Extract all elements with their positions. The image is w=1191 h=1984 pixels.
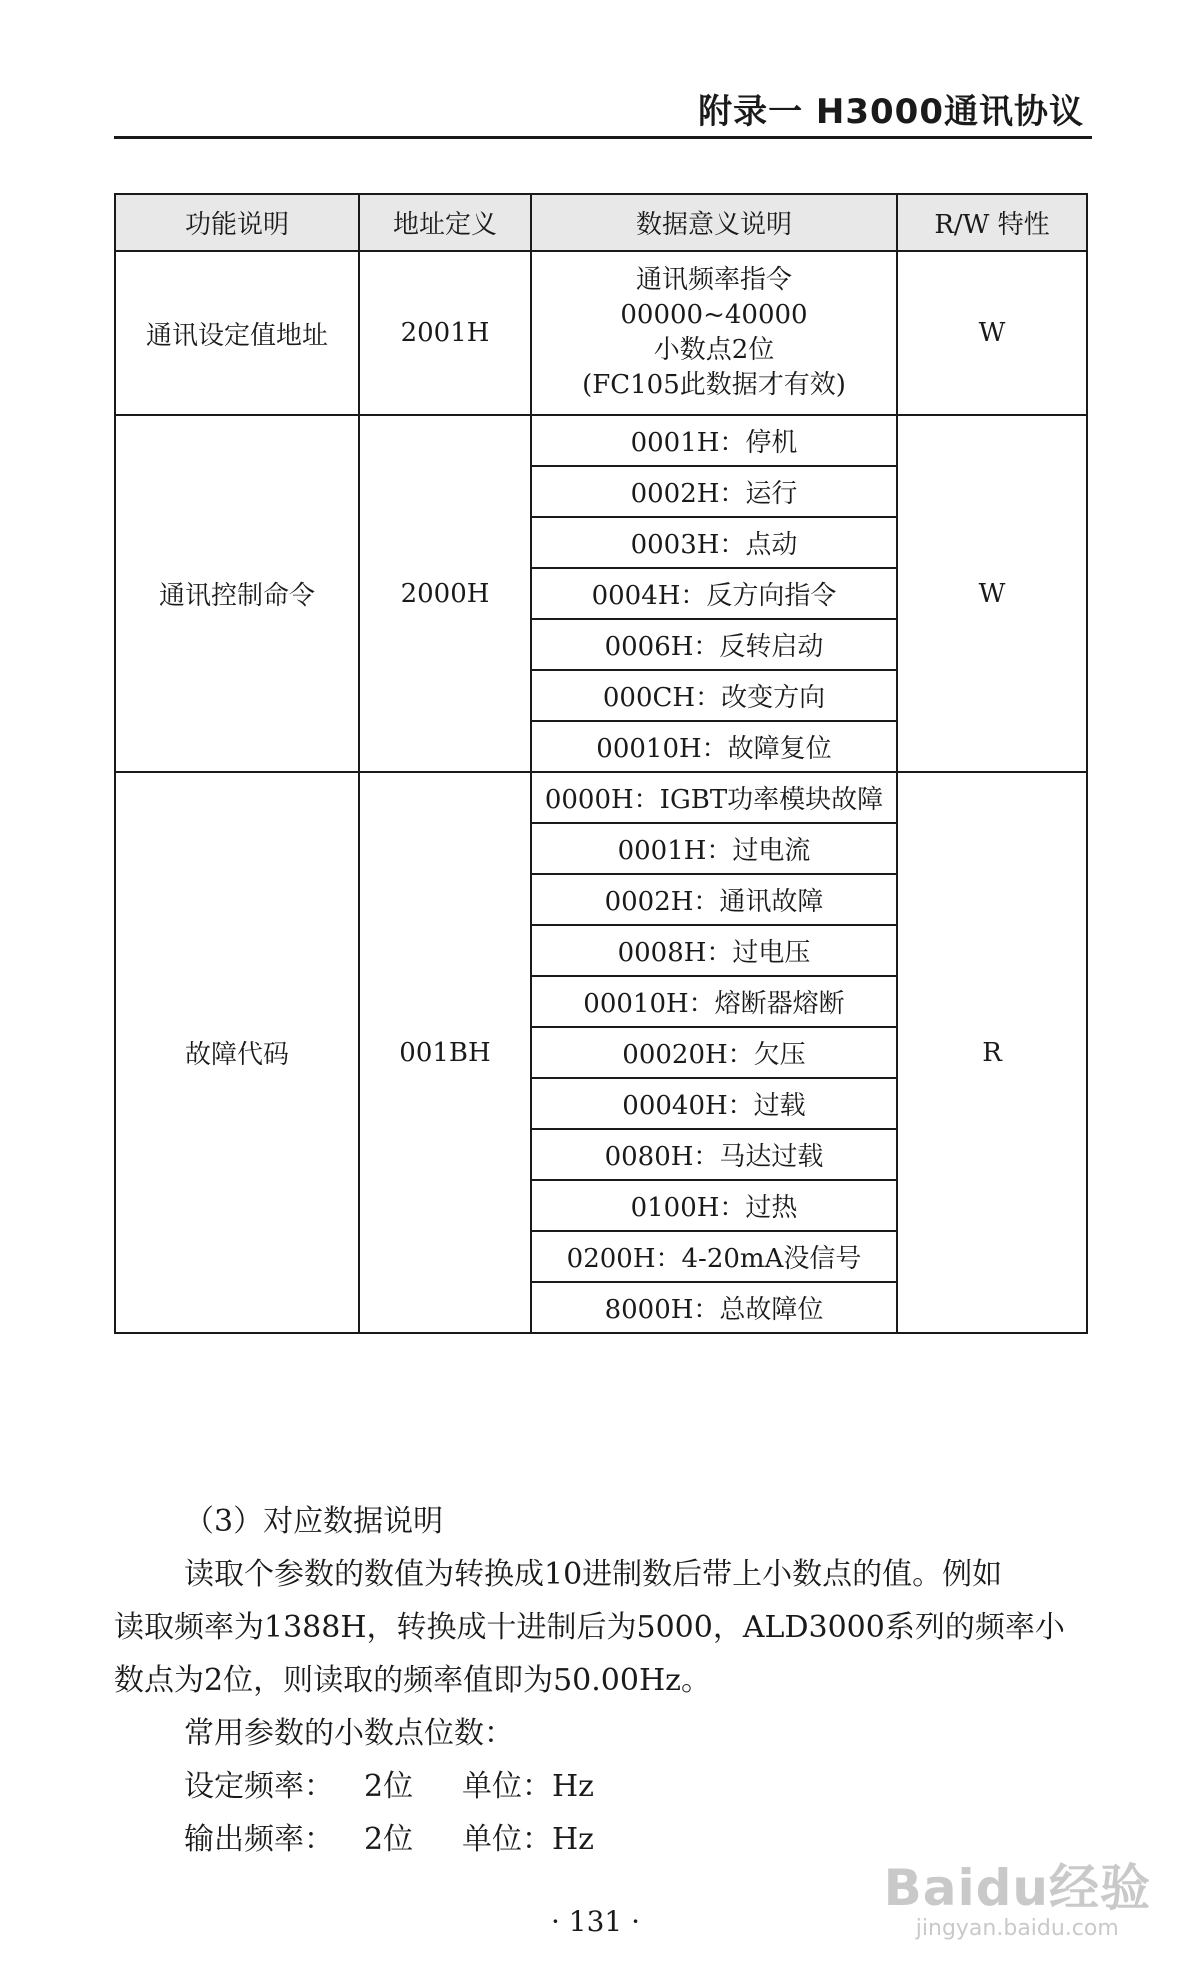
function-cell: 通讯控制命令 xyxy=(115,415,359,772)
watermark xyxy=(884,1848,1151,1941)
page-number: · 131 · xyxy=(550,1905,641,1938)
table-row xyxy=(115,772,1087,823)
description-cell: 0001H：停机 xyxy=(531,415,897,466)
rw-cell: W xyxy=(897,251,1087,415)
description-cell: 0002H：运行 xyxy=(531,466,897,517)
spec-value: 2位 xyxy=(364,1822,414,1857)
function-cell: 通讯设定值地址 xyxy=(115,251,359,415)
spec-line xyxy=(114,1760,1094,1813)
description-cell: 0001H：过电流 xyxy=(531,823,897,874)
protocol-table xyxy=(114,193,1088,1334)
paragraph-line: 数点为2位，则读取的频率值即为50.00Hz。 xyxy=(114,1663,711,1698)
address-cell: 2001H xyxy=(359,251,531,415)
spec-value: 2位 xyxy=(364,1769,414,1804)
description-line: 00000~40000 xyxy=(620,300,808,330)
paragraph-line: 读取频率为1388H，转换成十进制后为5000，ALD3000系列的频率小 xyxy=(114,1610,1065,1645)
section-title: （3）对应数据说明 xyxy=(184,1504,444,1539)
rw-cell: W xyxy=(897,415,1087,772)
description-cell: 0004H：反方向指令 xyxy=(531,568,897,619)
description-cell: 0002H：通讯故障 xyxy=(531,874,897,925)
spec-unit: 单位：Hz xyxy=(462,1769,594,1804)
header-rule xyxy=(114,136,1092,139)
watermark-logo: Baidu经验 xyxy=(883,1859,1151,1917)
rw-cell: R xyxy=(897,772,1087,1333)
description-cell: 000CH：改变方向 xyxy=(531,670,897,721)
paragraph-line: 常用参数的小数点位数： xyxy=(184,1716,514,1751)
description-line: (FC105此数据才有效) xyxy=(582,370,846,400)
table-row xyxy=(115,251,1087,415)
table-row xyxy=(115,415,1087,466)
table-header-row xyxy=(115,194,1087,251)
spec-name: 设定频率： xyxy=(184,1769,334,1804)
function-cell: 故障代码 xyxy=(115,772,359,1333)
column-header: R/W 特性 xyxy=(897,194,1087,251)
description-cell: 00010H：故障复位 xyxy=(531,721,897,772)
column-header: 地址定义 xyxy=(359,194,531,251)
description-cell: 0003H：点动 xyxy=(531,517,897,568)
description-cell: 0008H：过电压 xyxy=(531,925,897,976)
body-text xyxy=(114,1495,1094,1866)
description-cell: 0006H：反转启动 xyxy=(531,619,897,670)
description-cell: 00040H：过载 xyxy=(531,1078,897,1129)
paragraph-line: 读取个参数的数值为转换成10进制数后带上小数点的值。例如 xyxy=(184,1557,1003,1592)
description-cell: 00020H：欠压 xyxy=(531,1027,897,1078)
description-cell: 8000H：总故障位 xyxy=(531,1282,897,1333)
spec-unit: 单位：Hz xyxy=(462,1822,594,1857)
watermark-url: jingyan.baidu.com xyxy=(915,1916,1119,1941)
description-line: 小数点2位 xyxy=(653,335,775,365)
address-cell: 2000H xyxy=(359,415,531,772)
description-cell: 0000H：IGBT功率模块故障 xyxy=(531,772,897,823)
page-header-title: 附录一 H3000通讯协议 xyxy=(698,92,1084,132)
address-cell: 001BH xyxy=(359,772,531,1333)
description-cell xyxy=(531,251,897,415)
description-cell: 0080H：马达过载 xyxy=(531,1129,897,1180)
description-cell: 00010H：熔断器熔断 xyxy=(531,976,897,1027)
column-header: 功能说明 xyxy=(115,194,359,251)
spec-name: 输出频率： xyxy=(184,1822,334,1857)
description-cell: 0200H：4-20mA没信号 xyxy=(531,1231,897,1282)
description-line: 通讯频率指令 xyxy=(635,265,792,295)
description-cell: 0100H：过热 xyxy=(531,1180,897,1231)
column-header: 数据意义说明 xyxy=(531,194,897,251)
